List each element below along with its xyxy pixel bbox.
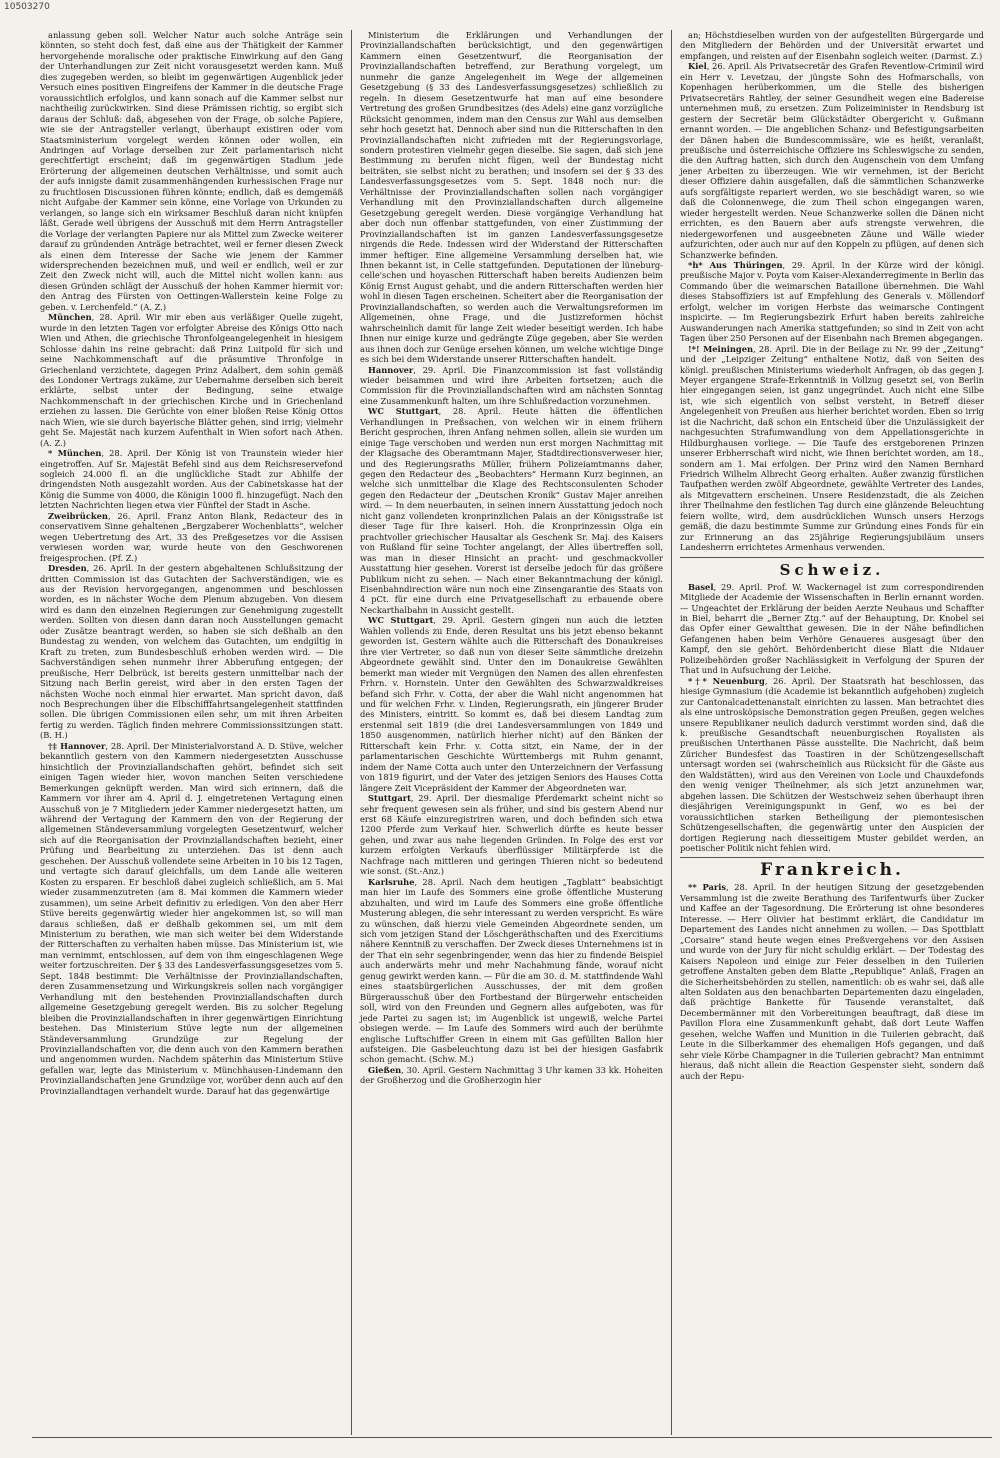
dateline: Zweibrücken <box>48 510 108 521</box>
article-paragraph: Hannover, 29. April. Die Finanzcommission ist fast vollständig wieder beisammen und wird ihre Arbeiten fortsetzen; auch die Commission für die Provinziallandschaften wird am nächsten Sonntag eine Zusammenkunft halten, um ihre Schlußredaction vorzunehmen. <box>360 364 663 406</box>
article-paragraph: anlassung geben soll. Welcher Natur auch solche Anträge sein könnten, so steht doch fest, daß eine aus der Thätigkeit der Kammer hervorgehende moralische oder praktische Einwirkung auf den Gang der Unterhandlungen zur Zeit nicht vorausgesetzt werden kann. Muß dies zugegeben werden, so bleibt im gegenwärtigen Augenblick jeder Versuch eines positiven Eingreifens der Kammer in die deutsche Frage voraussichtlich erfolglos, und kann sonach auf die Kammer selbst nur nachtheilig zurückwirken. Sind diese Prämissen richtig, so ergibt sich daraus der Schluß: daß, abgesehen von der Frage, ob solche Papiere, wie sie der Antragsteller verlangt, überhaupt existiren oder vom Staatsministerium vorgelegt werden können oder wollen, ein Andringen auf Vorlage derselben zur Zeit parlamentarisch nicht gerechtfertigt erscheint; daß im gegenwärtigen Stadium jede Erörterung der allgemeinen deutschen Verhältnisse, und somit auch der aufs innigste damit zusammenhängenden kurhessischen Frage nur zu fruchtlosen Discussionen führen könnte; endlich, daß es demgemäß nicht Aufgabe der Kammer sein könne, eine Vorlage von Urkunden zu verlangen, so lange sich ein wirksamer Beschluß daran nicht knüpfen läßt. Gerade weil übrigens der Ausschuß mit dem Herrn Antragsteller die Vorlage der verlangten Papiere nur als Mittel zum Zwecke weiterer darauf zu gründenden Anträge betrachtet, weil er ferner diesen Zweck als einen dem Interesse der Sache wie jenem der Kammer widersprechenden bezeichnen muß, und weil er endlich, weil er zur Zeit den Zweck nicht will, auch die Mittel nicht wollen kann: aus diesen Gründen schlägt der Ausschuß der hohen Kammer hiermit vor: den Antrag des Fürsten von Oettingen-Wallerstein keine Folge zu geben. v. Lerchenfeld.“ (A. Z.) <box>40 30 343 312</box>
column-2 <box>352 30 672 1435</box>
dateline: Kiel <box>688 61 707 72</box>
dateline: Basel <box>688 581 714 592</box>
dateline: * München <box>48 448 102 459</box>
page-id: 10503270 <box>4 2 50 12</box>
article-paragraph: †‡ Hannover, 28. April. Der Ministerialvorstand A. D. Stüve, welcher bekanntlich gestern von den Kammern niedergesetzten Ausschusse hinsichtlich der Provinziallandschaften gehört, befindet sich seit einigen Tagen wieder hier, wovon manchen Seiten verschiedene Bemerkungen geknüpft werden. Man wird sich erinnern, daß die Kammern vor ihrer am 4. April d. J. eingetretenen Vertagung einen Ausschuß von je 7 Mitgliedern jeder Kammer niedergesetzt hatten, um während der Vertagung der Kammern den von der Regierung der allgemeinen Ständeversammlung vorgelegten Gesetzentwurf, welcher sich auf die Reorganisation der Provinziallandschaften bezieht, einer Prüfung und Bearbeitung zu unterziehen. Das ist denn auch geschehen. Der Ausschuß vollendete seine Arbeiten in 10 bis 12 Tagen, und vertagte sich darauf gleichfalls, um dem Lande alle weiteren Kosten zu ersparen. Er beschloß dabei zugleich schließlich, am 5. Mai wieder zusammenzutreten (am 8. Mai kommen die Kammern wieder zusammen), um seine Arbeit definitiv zu erledigen. Von den aber Herr Stüve bereits gegenwärtig wieder hier angekommen ist, so will man daraus schließen, daß er deßhalb gekommen sei, um mit dem Ministerium zu berathen, wie man sich weiter bei dem Widerstande der Ritterschaften zu verhalten haben müsse. Das Ministerium ist, wie man vernimmt, entschlossen, auf dem von ihm eingeschlagenen Wege weiter fortzuschreiten. Der § 33 des Landesverfassungsgesetzes vom 5. Sept. 1848 bestimmt: Die Verhältnisse der Provinziallandschaften, deren Zusammensetzung und Wirkungskreis sollen nach vorgängiger Verhandlung mit den bestehenden Provinziallandschaften durch allgemeine Gesetzgebung geregelt werden. Bis zu solcher Regelung bleiben die Provinziallandschaften in ihrer gegenwärtigen Einrichtung bestehen. Das Ministerium Stüve legte nun der allgemeinen Ständeversammlung Grundzüge zur Regelung der Provinziallandschaften vor, die denn auch von den Kammern berathen und angenommen wurden. Nachdem späterhin das Ministerium Stüve gefallen war, legte das Ministerium v. Münchhausen-Lindemann den Provinziallandschaften jene Grundzüge vor, worüber denn auch auf den Provinziallandtagen verhandelt wurde. Darauf hat das gegenwärtige <box>40 740 343 1096</box>
column-3-middle <box>680 582 984 854</box>
dateline: †‡ Hannover <box>48 740 106 751</box>
article-paragraph: ** Paris, 28. April. In der heutigen Sitzung der gesetzgebenden Versammlung ist die zweite Berathung des Tarifentwurfs über Zucker und Kaffee an der Tagesordnung. Die Erörterung ist ohne besonderes Interesse. — Herr Olivier hat bestimmt erklärt, die Candidatur im Departement des Landes nicht annehmen zu wollen. — Das Spottblatt „Corsaire“ stand heute wegen eines Preßvergehens vor den Assisen und wurde von der Jury für nicht schuldig erklärt. — Der Todestag des Kaisers Napoleon und einige zur Feier desselben in den Tuilerien getroffene Anstalten geben dem Blatte „Republique“ Anlaß, Fragen an die Sicherheitsbehörden zu stellen, namentlich: ob es wahr sei, daß alle alten Soldaten aus den benachbarten Departementen dazu eingeladen, daß prächtige Bankette für Tausende veranstaltet, daß Decembermänner mit den Vorbereitungen beauftragt, daß diese im Pavillon Flora eine Zusammenkunft gehabt, daß dort Leute Waffen gesehen, welche Waffen und Munition in die Tuilerien gebracht, daß Leute in die Silberkammer des ehemaligen Hofs gegangen, und daß sehr viele Körbe Champagner in die Tuilerien gebracht? Man entnimmt hieraus, daß nicht allein die Reaction Gespenster sieht, sondern daß auch der Repu- <box>680 882 985 1081</box>
dateline: Karlsruhe <box>368 876 415 887</box>
article-paragraph: *h* Aus Thüringen, 29. April. In der Kürze wird der königl. preußische Major v. Poyta vom Kaiser-Alexanderregimente in Berlin das Commando über die weimarschen Bataillone übernehmen. Die Wahl dieses Stabsoffiziers ist auf Empfehlung des Generals v. Möllendorf erfolgt, welcher im vorigen Herbste das weimarsche Contingent inspicirte. — Im Regierungsbezirk Erfurt haben bereits zahlreiche Auswanderungen nach Amerika stattgefunden; so sind in Zeit von acht Tagen über 250 Personen auf der Eisenbahn nach Bremen abgegangen. <box>680 259 984 344</box>
article-paragraph: Gießen, 30. April. Gestern Nachmittag 3 Uhr kamen 33 kk. Hoheiten der Großherzog und die Großherzogin hier <box>360 1064 663 1086</box>
article-paragraph: München, 28. April. Wir mir eben aus verläßiger Quelle zugeht, wurde in den letzten Tagen vor erfolgter Abreise des Königs Otto nach Wien und Athen, die griechische Thronfolgeangelegenheit in hiesigem Schlosse dahin ins reine gebracht: daß Prinz Luitpold für sich und seine Nachkommenschaft auf die präsumtive Thronfolge in Griechenland verzichtete, dagegen Prinz Adalbert, dem sohin gemäß des Londoner Vertrags zukäme, zur Uebernahme derselben sich bereit erklärte, selbst unter der Bedingung, seine etwaige Nachkommenschaft in der griechischen Kirche und in Griechenland erziehen zu lassen. Die Gerüchte von einer bloßen Reise König Ottos nach Wien, wie sie durch bayerische Blätter gehen, sind irrig; vielmehr geht Se. Majestät nach kurzem Aufenthalt in Wien sofort nach Athen. (A. Z.) <box>40 312 343 448</box>
article-paragraph: Stuttgart, 29. April. Der diesmalige Pferdemarkt scheint nicht so sehr frequent gewesen sein als früher, und sind bis gestern Abend nur erst 68 Käufe einzuregistriren waren, und doch befinden sich etwa 1200 Pferde zum Verkauf hier. Schwerlich dürfte es heute besser gehen, und zwar aus nahe liegenden Gründen. In Folge des erst vor kurzem erfolgten Verkaufs überflüssiger Militärpferde ist die Nachfrage nach mittleren und geringen Thieren nicht so bedeutend wie sonst. (St.-Anz.) <box>360 793 663 877</box>
article-paragraph: Kiel, 26. April. Als Privatsecretär des Grafen Reventlow-Criminil wird ein Herr v. Levetzau, der jüngste Sohn des Hofmarschalls, von Kopenhagen herüberkommen, um die Stelle des bisherigen Privatsecretärs Rahtley, der seiner Gesundheit wegen eine Badereise unternehmen muß, zu ersetzen. Zum Polizeiminister in Rendsburg ist gestern der Secretär beim Glückstädter Obergericht v. Gußmann ernannt worden. — Die angeblichen Schanz- und Befestigungsarbeiten der Dänen haben die Bundescommissäre, wie es heißt, veranlaßt, preußische und österreichische Offiziere ins Schleswigsche zu senden, die den Auftrag hatten, sich durch den Augenschein von dem Umfang jener Arbeiten zu überzeugen. Wie wir vernehmen, ist der Bericht dieser Offiziere dahin ausgefallen, daß die sämmtlichen Schanzwerke aufs sorgfältigste repariert werden, wo sie beschädigt waren, so wie daß die Colonnenwege, die zum Theil schon eingegangen waren, wieder hergestellt werden. Neue Schanzwerke sollen die Dänen nicht errichten, es den Bauern aber aufs strengste verwehren, die niedergeworfenen und ausgeebneten Zäune und Wälle wieder aufzurichten, oder auch nur auf den Koppeln zu pflügen, auf denen sich Schanzwerke befinden. <box>680 61 984 260</box>
column-3-bottom <box>680 882 984 1081</box>
dateline: *†* Neuenburg <box>688 675 765 686</box>
dateline: München <box>48 312 92 323</box>
article-paragraph: Ministerium die Erklärungen und Verhandlungen der Provinziallandschaften berücksichtigt, und den gegenwärtigen Kammern einen Gesetzentwurf, die Reorganisation der Provinziallandschaften betreffend, zur Berathung vorgelegt, um nunmehr die ganze Angelegenheit im Wege der allgemeinen Gesetzgebung (§ 33 des Landesverfassungsgesetzes) schließlich zu regeln. In diesem Gesetzentwurfe hat man auf eine besondere Vertretung des großen Grundbesitzes (des Adels) eine ganz vorzügliche Rücksicht genommen, indem man den Census zur Wahl aus demselben sehr hoch gesetzt hat. Dennoch aber sind nun die Ritterschaften in den Provinziallandschaften nicht zufrieden mit der Regierungsvorlage, sondern protestiren vielmehr gegen dieselbe. Sie sagen, daß sich jene Bestimmung zu berufen nicht fügen, weil der Bundestag nicht beiträten, sie selbst nicht zu berathen; und insofern sei der § 33 des Landesverfassungsgesetzes vom 5. Sept. 1848 noch nur: die Verhältnisse der Provinziallandschaften sollen nach vorgängiger Verhandlung mit den Provinziallandschaften durch allgemeine Gesetzgebung geregelt werden. Diese vorgängige Verhandlung hat aber doch nun offenbar stattgefunden, von einer Zustimmung der Provinziallandschaften ist im ganzen Landesverfassungsgesetze nirgends die Rede. Indessen wird der Widerstand der Ritterschaften immer heftiger. Eine allgemeine Versammlung derselben hat, wie Ihnen bekannt ist, in Celle stattgefunden. Deputationen der lüneburg-celle'schen und hoyaschen Ritterschaft haben bereits Audienzen beim König Ernst August gehabt, und die andern Ritterschaften werden hier wohl in diesen Tagen erscheinen. Scheitert aber die Reorganisation der Provinziallandschaften, so werden auch die Verwaltungsreformen im Allgemeinen, ohne Frage, und die Justizreformen höchst wahrscheinlich damit für lange Zeit wieder beseitigt werden. Ich habe Ihnen nur einige kurze und gedrängte Züge gegeben, aber Sie werden aus ihnen doch zur Genüge ersehen können, um welche wichtige Dinge es sich bei dem Widerstande unserer Ritterschaften handelt. <box>360 30 663 365</box>
article-paragraph: an; Höchstdieselben wurden von der aufgestellten Bürgergarde und den Mitgliedern der Behörden und der Universität erwartet und empfangen, und reisten auf der Eisenbahn sogleich weiter. (Darmst. Z.) <box>680 30 984 61</box>
article-paragraph: WC Stuttgart, 28. April. Heute hätten die öffentlichen Verhandlungen in Preßsachen, von welchen wir in einem frühern Bericht gesprochen, ihren Anfang nehmen sollen, allein sie wurden um einige Tage verschoben und werden nun erst morgen Nachmittag mit der Klagsache des Oberamtmann Majer, Stadtdirectionsverweser hier, und des Regierungsraths Müller, frühern Polizeiamtmanns daher, gegen den Redacteur des „Beobachters“ Hermann Kurz beginnen, an welche sich unmittelbar die Klage des Rechtsconsulenten Schoder gegen den Redacteur der „Deutschen Kronik“ Gustav Majer anreihen wird. — In dem neuerbauten, in seinen innern Ausstattung jedoch noch nicht ganz vollendeten kronprinzlichen Palais an der Königsstraße ist dieser Tage für Ihre kaiserl. Hoh. die Kronprinzessin Olga ein prachtvoller griechischer Hausaltar als Geschenk Sr. Maj. des Kaisers von Rußland für seine Tochter angelangt, der Alles übertreffen soll, was man in dieser Hinsicht an pracht- und geschmackvoller Ausstattung hier gesehen. Vorerst ist derselbe jedoch für das größere Publikum nicht zu sehen. — Nach einer Bekanntmachung der königl. Eisenbahndirection wäre nun noch eine Zinsengarantie des Staats von 4 pCt. für eine durch eine Privatgesellschaft zu erbauende obere Neckarthalbahn in Aussicht gestellt. <box>360 406 663 615</box>
article-paragraph: Dresden, 26. April. In der gestern abgehaltenen Schlußsitzung der dritten Commission ist das Gutachten der Sachverständigen, wie es aus der Revision hervorgegangen, angenommen und beschlossen worden, es in nächster Woche dem Plenum abzugeben. Von diesem wird es dann den einzelnen Regierungen zur Genehmigung zugestellt werden. Sollten von diesen dann daran noch Ausstellungen gemacht oder Zusätze beantragt werden, so haben sie sich deßhalb an den Bundestag zu wenden, von welchem das Gutachten, um endgiltig in Kraft zu treten, zum Bundesbeschluß erhoben werden wird. — Die Sachverständigen sehen nunmehr ihrer Abberufung entgegen; der preußische, Herr Delbrück, ist bereits gestern unmittelbar nach der Sitzung nach Berlin gereist, wird aber in den ersten Tagen der nächsten Woche noch einmal hier erwartet. Man spricht davon, daß noch Besprechungen über die Elbschifffahrtsangelegenheit stattfinden sollen. Die übrigen Commissionen eilen sehr, um mit ihren Arbeiten fertig zu werden. Täglich finden mehrere Commissionssitzungen statt. (B. H.) <box>40 563 343 741</box>
dateline: Gießen <box>368 1064 402 1075</box>
bottom-rule <box>32 1437 992 1438</box>
dateline: Dresden <box>48 563 87 574</box>
dateline: Stuttgart <box>368 793 411 804</box>
dateline: !*! Meiningen <box>688 343 754 354</box>
columns <box>32 30 992 1435</box>
article-paragraph: Basel, 29. April. Prof. W. Wackernagel ist zum correspondirenden Mitgliede der Academie der Wissenschaften in Berlin ernannt worden. — Ungeachtet der Erklärung der beiden Aerzte Neuhaus und Schaffter in Biel, beharrt die „Berner Ztg.“ auf der Behauptung, Dr. Knobel sei das Opfer einer Gewaltthat gewesen. Die in der Nähe befindlichen Gefangenen haben beim Verhöre Genaueres ausgesagt über den Kampf, den sie gehört. Behördenbericht diese Blatt die Nidauer Polizeibehörden großer Nachlässigkeit in Verfolgung der Spuren der That und in Aufsuchung der Leiche. <box>680 581 984 676</box>
dateline: WC Stuttgart <box>368 615 434 626</box>
column-3 <box>672 30 992 1435</box>
article-paragraph: WC Stuttgart, 29. April. Gestern gingen nun auch die letzten Wahlen vollends zu Ende, deren Resultat uns bis jetzt ebenso bekannt geworden ist. Gestern wählte auch die Ritterschaft des Donaukreises ihre vier Vertreter, so daß nun von dieser Seite sämmtliche dreizehn Abgeordnete gewählt sind. Unter den im Donaukreise Gewählten bemerkt man wieder mit Vergnügen den Namen des allen ehrenfesten Frhrn. v. Hornstein. Unter den Gewählten des Schwarzwaldkreises befand sich Frhr. v. Cotta, der aber die Wahl nicht angenommen hat und für welchen Frhr. v. Linden, Regierungsrath, ein jüngerer Bruder des Ministers, eintritt. So kommt es, daß bei diesem Landtag zum erstenmal seit 1819 (die drei Landesversammlungen von 1849 und 1850 ausgenommen, natürlich hierher nicht) auf den Bänken der Ritterschaft kein Frhr. v. Cotta sitzt, ein Name, der in der parlamentarischen Geschichte Württembergs mit Ruhm genannt, indem der Name Cotta auch unter den Unterzeichnern der Verfassung von 1819 figurirt, und der Vater des jetzigen Seniors des Hauses Cotta längere Zeit Vicepräsident der Kammer der Abgeordneten war. <box>360 615 663 793</box>
article-paragraph: Zweibrücken, 26. April. Franz Anton Blank, Redacteur des in conservativem Sinne gehaltenen „Bergzaberer Wochenblatts“, welcher wegen Uebertretung des Art. 33 des Preßgesetzes vor die Assisen verwiesen worden war, wurde heute von den Geschworenen freigesprochen. (Pf. Z.) <box>40 510 343 563</box>
column-3-top <box>680 30 984 553</box>
article-paragraph: *†* Neuenburg, 26. April. Der Staatsrath hat beschlossen, das hiesige Gymnasium (die Academie ist bekanntlich aufgehoben) zugleich zur Cantonalcadettenanstalt einrichten zu lassen. Man betrachtet dies als eine untrosköpsische Demonstration gegen Preußen, gegen welches unsere Republikaner neulich dadurch verstimmt worden sind, daß die k. preußische Gesandtschaft neuenburgischen Royalisten als preußischen Unterthanen Pässe ausstellte. Die Nachricht, daß beim Züricher Bundesfest das Toastiren in der Schützengesellschaft untersagt worden sei (wahrscheinlich aus Rücksicht für die Gäste aus den Waldstätten), wird aus den Vereinen von Locle und Chauxdefonds den wenig veniger Theilnehmer, als sich jetzt anzunehmen war, abgehen lassen. Die Schützen der Westschweiz sehen überhaupt ihren diesjährigen Vereinigungspunkt in Genf, wo es bei der voraussichtlichen starken Betheiligung der piemontesischen Schützengesellschaften, die gegenwärtig unter den Auspicien der dortigen Regierung nach diesseitigem Muster gebildet werden, an poetischer Politik nicht fehlen wird. <box>680 675 984 853</box>
dateline: ** Paris <box>688 882 727 893</box>
section-heading-schweiz: Schweiz. <box>680 557 984 579</box>
column-1 <box>32 30 352 1435</box>
section-heading-frankreich: Frankreich. <box>680 857 984 879</box>
article-paragraph: * München, 28. April. Der König ist von Traunstein wieder hier eingetroffen. Auf Sr. Majestät Befehl sind aus dem Reichsreservefond sogleich 24.000 fl. an die unglückliche Stadt zur Abhilfe der dringendsten Noth ausgezahlt worden. Aus der Cabinetskasse hat der König die Summe von 4000, die Königin 1000 fl. hinzugefügt. Nach den letzten Nachrichten liegen etwa vier Fünftel der Stadt in Asche. <box>40 448 343 511</box>
dateline: WC Stuttgart <box>368 406 439 417</box>
article-paragraph: !*! Meiningen, 28. April. Die in der Beilage zu Nr. 99 der „Zeitung“ und der „Leipziger Zeitung“ enthaltene Notiz, daß von Seiten des königl. preußischen Ministeriums wiederholt Anfragen, ob das gegen J. Meyer ergangene Strafe-Erkenntniß in Vollzug gesetzt sei, von Berlin hier eingegangen seien, ist ganz ungegründet. Auch nicht eine Silbe ist, wie sich eigentlich von selbst versteht, in Betreff dieser Angelegenheit von Preußen aus hierher berichtet worden. Eben so irrig ist die Nachricht, daß schon ein Entscheid über die Unzulässigkeit der nachgesuchten Strafumwandlung von dem Appellationsgerichte in Hildburghausen vorliege. — Die Taufe des erstgeborenen Prinzen unserer Erbherrschaft wird nicht, wie Ihnen berichtet worden, am 18., sondern am 1. Mai erfolgen. Der Prinz wird den Namen Bernhard Friedrich Wilhelm Albrecht Georg erhalten. Außer zwanzig fürstlichen Taufpathen werden zwölf Abgeordnete, gewählte Vertreter des Landes, als Mitgevattern erscheinen. Unsere Residenzstadt, die als Zeichen ihrer Theilnahme den festlichen Tag durch eine glänzende Beleuchtung feiern wollte, wird, dem ausdrücklichen Wunsch unsers Herzogs gemäß, die dazu bestimmte Summe zur Gründung eines Fonds für ein zur Erinnerung an das 25jährige Regierungsjubiläum unsers Landesherrn errichtetes Armenhaus verwenden. <box>680 343 984 553</box>
article-paragraph: Karlsruhe, 28. April. Nach dem heutigen „Tagblatt“ beabsichtigt man hier im Laufe des Sommers eine große öffentliche Musterung abzuhalten, und wird im Laufe des Sommers eine große öffentliche Musterung ablegen, die sehr interessant zu werden verspricht. Es wäre zu wünschen, daß hierzu viele Gemeinden Abgeordnete senden, um sich vom jetzigen Stand der Löschgeräthschaften und des Exercitiums nähere Kenntniß zu verschaffen. Der Zweck dieses Unternehmens ist in der That ein sehr segenbringender, wenn das hier zu findende Beispiel auch anderwärts mehr und mehr Nachahmung fände, worauf nicht genug gewirkt werden kann. — Für die am 30. d. M. stattfindende Wahl eines staatsbürgerlichen Ausschusses, der mit dem großen Bürgerausschuß über den Fortbestand der Bürgerwehr entscheiden soll, wird von den Freunden und Gegnern alles aufgeboten, was für jede Partei zu sagen ist; im Augenblick ist ungewiß, welche Partei obsiegen werde. — Im Laufe des Sommers wird auch der berühmte englische Luftschiffer Green in einem mit Gas gefüllten Ballon hier aufsteigen. Die Gasbeleuchtung dazu ist bei der hiesigen Gasfabrik schon gemacht. (Schw. M.) <box>360 876 663 1065</box>
dateline: Hannover <box>368 364 414 375</box>
dateline: *h* Aus Thüringen <box>688 259 783 270</box>
